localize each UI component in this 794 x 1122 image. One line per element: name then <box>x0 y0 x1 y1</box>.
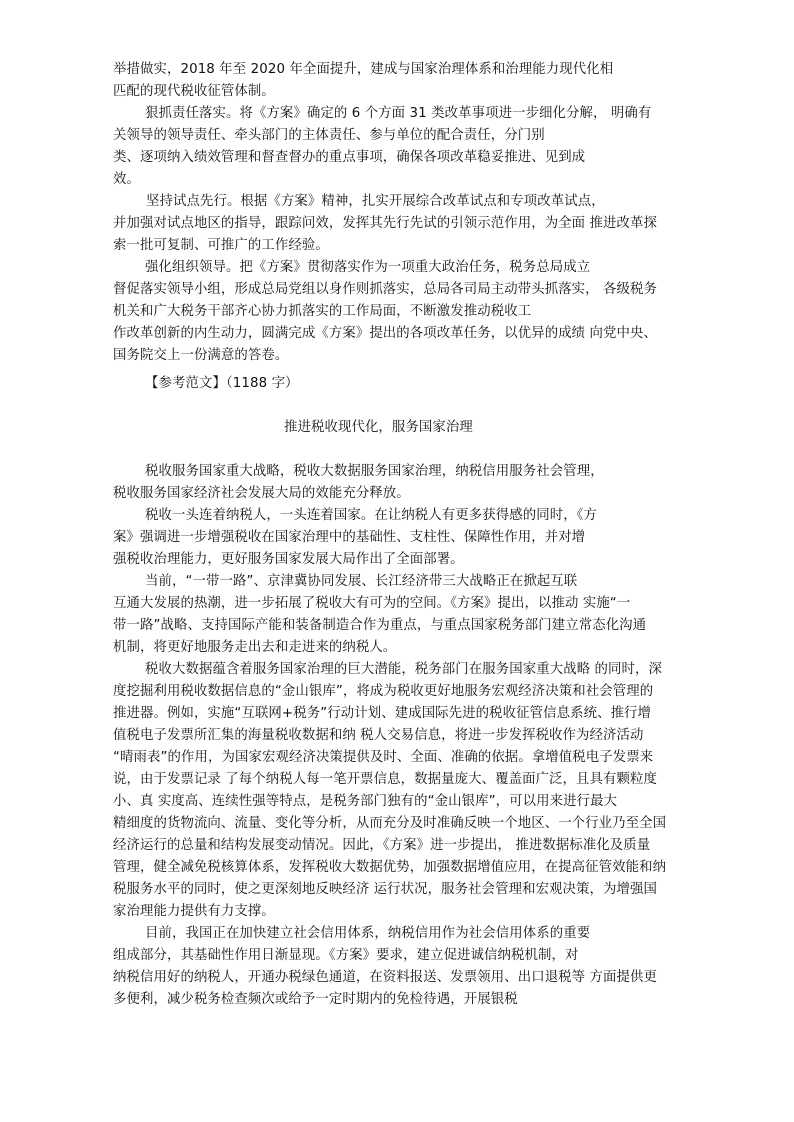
text-line: 纳税信用好的纳税人，开通办税绿色通道，在资料报送、发票领用、出口退税等 方面提供更 <box>113 970 657 985</box>
text-line: 组成部分，其基础性作用日渐显现。《方案》要求，建立促进诚信纳税机制，对 <box>113 948 579 963</box>
reference-label: 【参考范文】（1188 字） <box>145 376 299 391</box>
text-line: 税收服务国家经济社会发展大局的效能充分释放。 <box>113 486 410 501</box>
text-line: 税收服务国家重大战略，税收大数据服务国家治理，纳税信用服务社会管理， <box>145 464 604 479</box>
text-line: 效。 <box>113 172 140 187</box>
text-line: 说，由于发票记录 了每个纳税人每一笔开票信息，数据量庞大、覆盖面广泛，且具有颗粒度 <box>113 772 657 787</box>
text-line: 税服务水平的同时，使之更深刻地反映经济 运行状况，服务社会管理和宏观决策，为增强国 <box>113 882 657 897</box>
text-line: 小、真 实度高、连续性强等特点，是税务部门独有的“金山银库”，可以用来进行最大 <box>113 794 618 809</box>
text-line: 管理，健全减免税核算体系，发挥税收大数据优势，加强数据增值应用，在提高征管效能和纳 <box>113 860 667 875</box>
text-line: 狠抓责任落实。将《方案》确定的 6 个方面 31 类改革事项进一步细化分解， 明确有 <box>145 106 652 121</box>
text-line: 坚持试点先行。根据《方案》精神，扎实开展综合改革试点和专项改革试点， <box>146 194 605 209</box>
text-line: 家治理能力提供有力支撑。 <box>113 904 275 919</box>
text-line: 值税电子发票所汇集的海量税收数据和纳 税人交易信息，将进一步发挥税收作为经济活动 <box>113 728 644 743</box>
text-line: 机制，将更好地服务走出去和走进来的纳税人。 <box>113 640 397 655</box>
text-line: 并加强对试点地区的指导，跟踪问效，发挥其先行先试的引领示范作用，为全面 推进改革探 <box>113 216 657 231</box>
text-line: 经济运行的总量和结构发展变动情况。因此，《方案》进一步提出， 推进数据标准化及质量 <box>113 838 651 853</box>
text-line: 推进器。例如，实施“互联网+税务”行动计划、建成国际先进的税收征管信息系统、推行增 <box>113 706 652 721</box>
text-line: “晴雨表”的作用，为国家宏观经济决策提供及时、全面、准确的依据。拿增值税电子发票来 <box>113 750 654 765</box>
text-line: 带一路”战略、支持国际产能和装备制造合作为重点，与重点国家税务部门建立常态化沟通 <box>113 618 647 633</box>
text-line: 目前，我国正在加快建立社会信用体系，纳税信用作为社会信用体系的重要 <box>145 926 591 941</box>
text-line: 多便利，减少税务检查频次或给予一定时期内的免检待遇，开展银税 <box>113 992 518 1007</box>
text-line: 索一批可复制、可推广的工作经验。 <box>113 238 329 253</box>
text-line: 督促落实领导小组，形成总局党组以身作则抓落实，总局各司局主动带头抓落实， 各级税务 <box>113 282 657 297</box>
text-line: 作改革创新的内生动力，圆满完成《方案》提出的各项改革任务，以优异的成绩 向党中央、 <box>113 326 657 341</box>
text-line: 机关和广大税务干部齐心协力抓落实的工作局面，不断激发推动税收工 <box>113 304 532 319</box>
text-line: 互通大发展的热潮，进一步拓展了税收大有可为的空间。《方案》提出，以推动 实施“一 <box>113 596 631 611</box>
text-line: 税收大数据蕴含着服务国家治理的巨大潜能，税务部门在服务国家重大战略 的同时，深 <box>145 662 662 677</box>
text-line: 精细度的货物流向、流量、变化等分析，从而充分及时准确反映一个地区、一个行业乃至全国 <box>113 816 667 831</box>
text-line: 类、逐项纳入绩效管理和督查督办的重点事项，确保各项改革稳妥推进、见到成 <box>113 150 586 165</box>
text-line: 匹配的现代税收征管体制。 <box>113 84 275 99</box>
text-line: 强税收治理能力，更好服务国家发展大局作出了全面部署。 <box>113 552 464 567</box>
text-line: 度挖掘利用税收数据信息的“金山银库”，将成为税收更好地服务宏观经济决策和社会管理的 <box>113 684 654 699</box>
text-line: 举措做实，2018 年至 2020 年全面提升，建成与国家治理体系和治理能力现代化相 <box>113 62 614 77</box>
text-line: 关领导的领导责任、牵头部门的主体责任、参与单位的配合责任，分门别 <box>113 128 545 143</box>
text-line: 国务院交上一份满意的答卷。 <box>113 348 289 363</box>
text-line: 强化组织领导。把《方案》贯彻落实作为一项重大政治任务，税务总局成立 <box>145 260 591 275</box>
text-line: 税收一头连着纳税人，一头连着国家。在让纳税人有更多获得感的同时，《方 <box>145 508 597 523</box>
text-line: 案》强调进一步增强税收在国家治理中的基础性、支柱性、保障性作用，并对增 <box>113 530 586 545</box>
essay-title: 推进税收现代化，服务国家治理 <box>284 420 473 435</box>
text-line: 当前，“一带一路”、京津冀协同发展、长江经济带三大战略正在掀起互联 <box>145 574 578 589</box>
